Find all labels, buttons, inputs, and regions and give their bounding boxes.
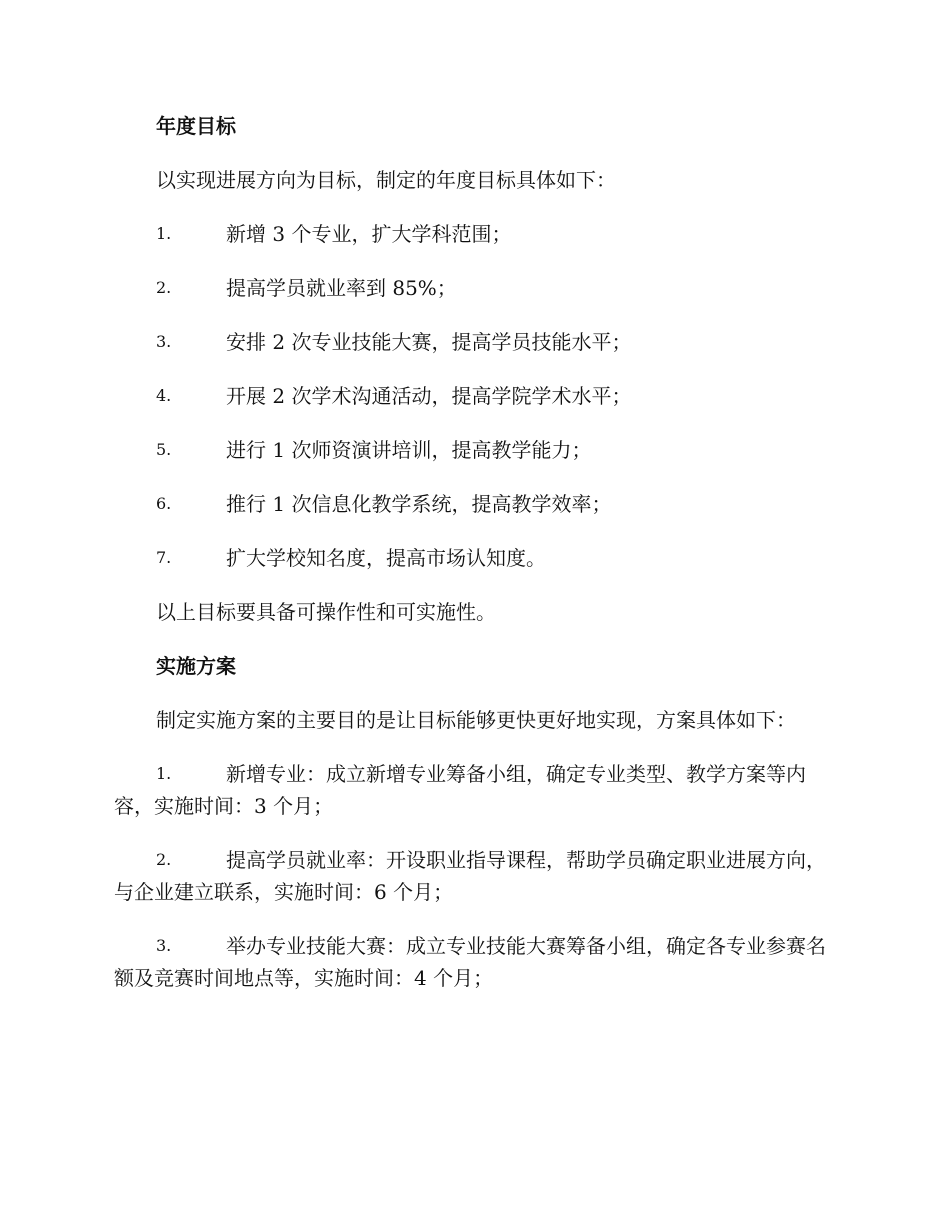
list-item-text: 新增专业：成立新增专业筹备小组，确定专业类型、教学方案等内容，实施时间：3 个月； [114, 762, 806, 818]
list-item-text: 举办专业技能大赛：成立专业技能大赛筹备小组，确定各专业参赛名额及竞赛时间地点等，实施时间：4 个月； [114, 934, 826, 990]
list-item-text: 安排 2 次专业技能大赛，提高学员技能水平； [226, 330, 632, 354]
list-item-number: 7. [156, 548, 172, 567]
list-item [114, 488, 836, 520]
list-item-number: 1. [156, 224, 172, 243]
list-item [114, 542, 836, 574]
list-item [114, 326, 836, 358]
list-item-number: 1. [156, 764, 172, 783]
list-item-text: 扩大学校知名度，提高市场认知度。 [226, 546, 546, 570]
implementation-plan-list [114, 758, 836, 994]
list-item-number: 5. [156, 440, 172, 459]
list-item-text: 推行 1 次信息化教学系统，提高教学效率； [226, 492, 612, 516]
list-item [114, 434, 836, 466]
list-item-number: 4. [156, 386, 172, 405]
annual-goals-list [114, 218, 836, 574]
list-item [114, 218, 836, 250]
list-item-number: 2. [156, 850, 172, 869]
implementation-plan-intro: 制定实施方案的主要目的是让目标能够更快更好地实现，方案具体如下： [156, 708, 796, 732]
section-heading-annual-goals: 年度目标 [156, 114, 236, 138]
list-item [114, 272, 836, 304]
list-item [114, 758, 836, 822]
list-item-number: 3. [156, 936, 172, 955]
list-item-text: 开展 2 次学术沟通活动，提高学院学术水平； [226, 384, 632, 408]
list-item [114, 844, 836, 908]
list-item-text: 进行 1 次师资演讲培训，提高教学能力； [226, 438, 592, 462]
list-item [114, 930, 836, 994]
list-item-text: 提高学员就业率到 85%； [226, 276, 457, 300]
section-heading-implementation-plan: 实施方案 [156, 654, 236, 678]
annual-goals-intro: 以实现进展方向为目标，制定的年度目标具体如下： [156, 168, 616, 192]
list-item-text: 新增 3 个专业，扩大学科范围； [226, 222, 512, 246]
list-item-number: 6. [156, 494, 172, 513]
list-item-number: 3. [156, 332, 172, 351]
annual-goals-closing: 以上目标要具备可操作性和可实施性。 [156, 600, 496, 624]
list-item-text: 提高学员就业率：开设职业指导课程，帮助学员确定职业进展方向，与企业建立联系，实施时间：6 个月； [114, 848, 826, 904]
list-item-number: 2. [156, 278, 172, 297]
list-item [114, 380, 836, 412]
